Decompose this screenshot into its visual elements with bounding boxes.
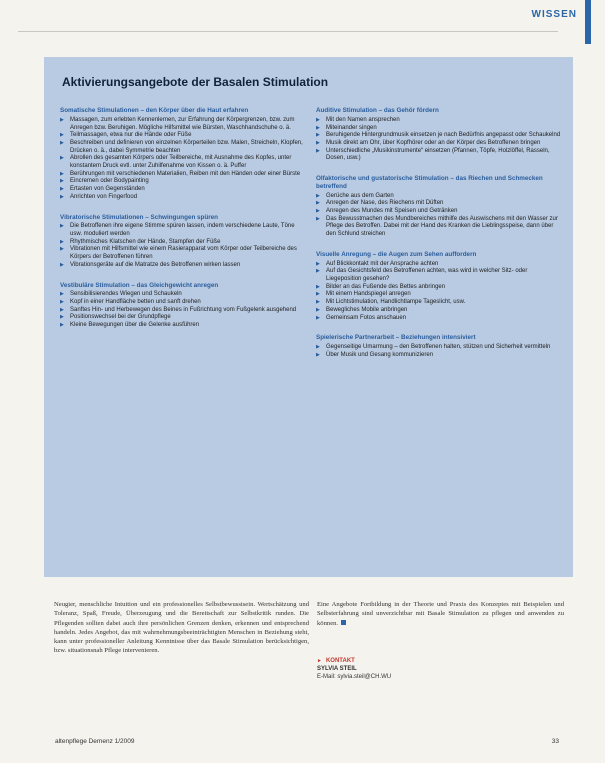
bullet-item: ▶ Kopf in einer Handfläche betten und sanft drehen (60, 299, 308, 307)
stimulation-section (316, 107, 564, 163)
author-tag (317, 657, 517, 665)
bullet-item: ▶ Vibrationen mit Hilfsmittel wie einem Rasierapparat vom Körper oder Teilbereiche des Körpers der Betroffenen führen (60, 246, 308, 261)
info-box-right-column (316, 107, 564, 371)
section-tab-bar (585, 0, 591, 44)
bullet-item: ▶ Mit den Namen ansprechen (316, 117, 564, 125)
bullet-item: ▶ Kleine Bewegungen über die Gelenke ausführen (60, 322, 308, 330)
bullet-item: ▶ Berührungen mit verschiedenen Materialien, Reiben mit den Händen oder einer Bürste (60, 171, 308, 179)
bullet-item: ▶ Bilder an das Fußende des Bettes anbringen (316, 284, 564, 292)
header-rule (18, 31, 558, 32)
bullet-item: ▶ Ertasten von Gegenständen (60, 186, 308, 194)
bullet-list (60, 291, 308, 330)
author-name: SYLVIA STEIL (317, 666, 357, 672)
bullet-item: ▶ Massagen, zum erlebten Kennenlernen, zur Erfahrung der Körpergrenzen, bzw. zum Anregen bzw. Beruhigen. Mögliche Hilfsmittel wie Bürsten, Waschhandschuhe o. ä. (60, 117, 308, 132)
stimulation-section (60, 107, 308, 202)
stimulation-section (316, 251, 564, 322)
stimulation-section (60, 282, 308, 330)
bullet-item: ▶ Musik direkt am Ohr, über Kopfhörer oder an der Körper des Betroffenen bringen (316, 140, 564, 148)
bullet-item: ▶ Mit einem Handspiegel anregen (316, 291, 564, 299)
bullet-item: ▶ Gegenseitige Umarmung – den Betroffenen halten, stützen und Sicherheit vermitteln (316, 344, 564, 352)
bullet-list (60, 117, 308, 202)
bullet-item: ▶ Unterschiedliche „Musikinstrumente“ einsetzen (Pfannen, Töpfe, Holzlöffel, Rasseln, Dosen, usw.) (316, 148, 564, 163)
bullet-item: ▶ Die Betroffenen ihre eigene Stimme spüren lassen, indem verschiedene Laute, Töne usw. moduliert werden (60, 223, 308, 238)
stimulation-section (316, 175, 564, 239)
section-heading: Vestibuläre Stimulation – das Gleichgewicht anregen (60, 281, 219, 289)
bullet-item: ▶ Eincremen oder Bodypainting (60, 178, 308, 186)
bullet-item: ▶ Das Bewusstmachen des Mundbereiches mithilfe des Auswischens mit den Wasser zur Pflege des Betroffen. Dabei mit der Hand des Kranken die Lieblingsspeise, dann über den Schlund streichen (316, 216, 564, 239)
triangle-icon: ► (317, 658, 322, 664)
page-number: 33 (551, 738, 559, 745)
bullet-item: ▶ Gerüche aus dem Garten (316, 193, 564, 201)
body-paragraph-right (317, 600, 564, 628)
bullet-item: ▶ Beschreiben und definieren von einzelnen Körperteilen bzw. Malen, Streicheln, Klopfen, Drücken o. ä., dabei Symmetrie beachten (60, 140, 308, 155)
bullet-item: ▶ Teilmassagen, etwa nur die Hände oder Füße (60, 132, 308, 140)
section-heading: Auditive Stimulation – das Gehör fördern (316, 107, 439, 114)
body-paragraph-right-text: Eine Angebote Fortbildung in der Theorie und Praxis des Konzeptes mit Beispielen und Selbsterfahrung sind unverzichtbar mit Basale Stimulation zu pflegen und anwenden zu können. (317, 601, 564, 627)
bullet-item: ▶ Abrollen des gesamten Körpers oder Teilbereiche, mit Ausnahme des Kopfes, unter konstantem Druck evtl. unter Zuhilfenahme von Kissen o. ä. Puffer (60, 155, 308, 170)
bullet-item: ▶ Vibrationsgeräte auf die Matratze des Betroffenen wirken lassen (60, 262, 308, 270)
author-tag-label: KONTAKT (325, 658, 355, 664)
bullet-item: ▶ Positionswechsel bei der Grundpflege (60, 314, 308, 322)
author-block (317, 657, 517, 681)
bullet-list (316, 193, 564, 239)
bullet-item: ▶ Mit Lichtstimulation, Handlichtlampe Tageslicht, usw. (316, 299, 564, 307)
bullet-item: ▶ Beruhigende Hintergrundmusik einsetzen je nach Bedürfnis angepasst oder Schaukelnd (316, 132, 564, 140)
footer-publication: altenpflege Demenz 1/2009 (55, 738, 135, 745)
page-header (0, 0, 605, 44)
end-square-icon (341, 620, 346, 625)
bullet-item: ▶ Sanftes Hin- und Herbewegen des Beines in Fußrichtung vom Fußgelenk ausgehend (60, 307, 308, 315)
body-paragraph-left: Neugier, menschliche Intuition und ein professionelles Selbstbewusstsein. Wertschätzung und Toleranz, Spaß, Freude, Überzeugung und die Bereitschaft zur Selbstkritik runden. Die Pflegenden sollten dabei auch ihre persönlichen Grenzen denken, erkennen und entsprechend handeln. Jedes Angebot, das mit wahrnehmungsbeeinträchtigten Menschen in Beziehung steht, kann unter professioneller Anleitung Kenntnisse über das Basale Stimulation berücksichtigen, bzw. situationsnah Pflege intervenieren. (54, 601, 309, 655)
section-heading: Olfaktorische und gustatorische Stimulation – das Riechen und Schmecken betreffend (316, 175, 543, 190)
bullet-item: ▶ Über Musik und Gesang kommunizieren (316, 352, 564, 360)
bullet-item: ▶ Sensibilisierendes Wiegen und Schaukeln (60, 291, 308, 299)
box-title: Aktivierungsangebote der Basalen Stimulation (62, 75, 329, 89)
bullet-list (60, 223, 308, 269)
bullet-item: ▶ Auf Blickkontakt mit der Ansprache achten (316, 261, 564, 269)
info-box (44, 57, 573, 577)
bullet-list (316, 261, 564, 323)
section-heading: Spielerische Partnerarbeit – Beziehungen intensiviert (316, 334, 476, 342)
bullet-item: ▶ Anregen der Nase, des Riechens mit Düften (316, 200, 564, 208)
info-box-left-column (60, 107, 308, 342)
bullet-item: ▶ Auf das Gesichtsfeld des Betroffenen achten, was wird in welcher Sitz- oder Liegeposition gesehen? (316, 268, 564, 283)
section-label: WISSEN (531, 9, 577, 20)
section-heading: Visuelle Anregung – die Augen zum Sehen auffordern (316, 250, 477, 258)
bullet-item: ▶ Anregen des Mundes mit Speisen und Getränken (316, 208, 564, 216)
author-email[interactable]: E-Mail: sylvia.steil@CH.WU (317, 674, 392, 680)
bullet-item: ▶ Anrichten von Fingerfood (60, 194, 308, 202)
bullet-list (316, 344, 564, 359)
bullet-item: ▶ Rhythmisches Klatschen der Hände, Stampfen der Füße (60, 239, 308, 247)
section-heading: Vibratorische Stimulationen – Schwingungen spüren (60, 213, 219, 221)
bullet-item: ▶ Bewegliches Mobile anbringen (316, 307, 564, 315)
bullet-list (316, 117, 564, 163)
section-heading: Somatische Stimulationen – den Körper über die Haut erfahren (60, 107, 249, 114)
bullet-item: ▶ Gemeinsam Fotos anschauen (316, 315, 564, 323)
stimulation-section (316, 334, 564, 359)
stimulation-section (60, 214, 308, 270)
bullet-item: ▶ Miteinander singen (316, 125, 564, 133)
